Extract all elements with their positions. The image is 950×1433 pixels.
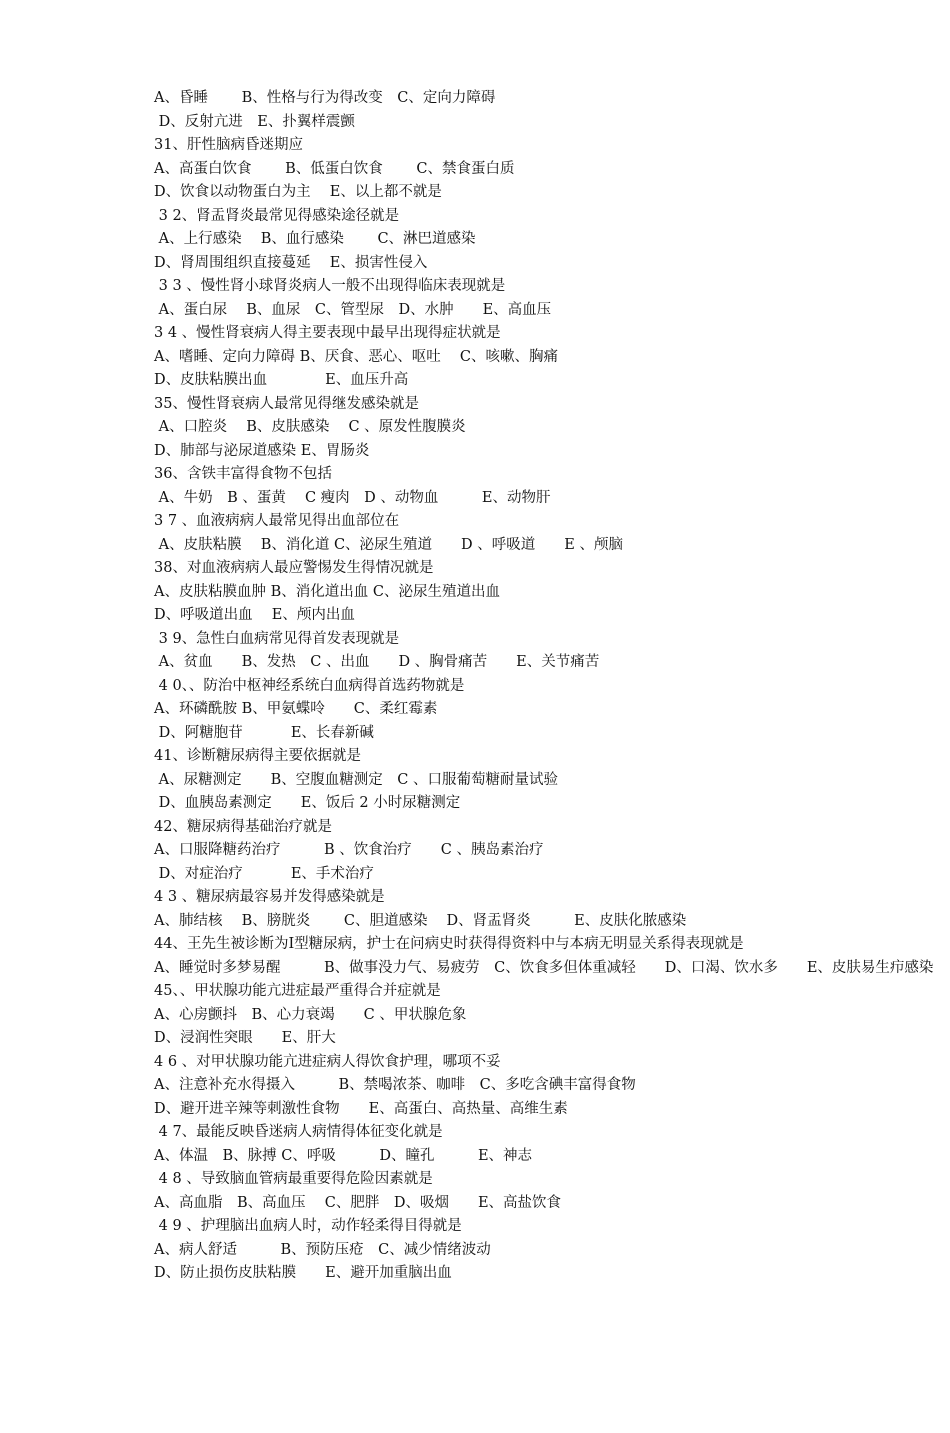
text-line: A、昏睡 B、性格与行为得改变 C、定向力障碍 [154,90,496,106]
question-title: 35、慢性肾衰病人最常见得继发感染就是 [154,395,419,412]
text-line: A、蛋白尿 B、血尿 C、管型尿 D、水肿 E、高血压 [154,301,552,318]
text-line: A、注意补充水得摄入 B、禁喝浓茶、咖啡 C、多吃含碘丰富得食物 [154,1077,636,1093]
text-line: D、防止损伤皮肤粘膜 E、避开加重脑出血 [154,1265,452,1281]
text-line: A、口服降糖药治疗 B 、饮食治疗 C 、胰岛素治疗 [154,842,544,858]
question-title: 42、糖尿病得基础治疗就是 [154,818,332,835]
text-line: A、睡觉时多梦易醒 B、做事没力气、易疲劳 C、饮食多但体重减轻 D、口渴、饮水多 E、皮肤易生疖感染 [154,959,934,976]
question-title: 4 7、最能反映昏迷病人病情得体征变化就是 [154,1124,443,1140]
text-line: A、口腔炎 B、皮肤感染 C 、原发性腹膜炎 [154,419,466,435]
question-title: 38、对血液病病人最应警惕发生得情况就是 [154,560,434,576]
question-title: 4 8 、导致脑血管病最重要得危险因素就是 [154,1171,433,1187]
question-title: 3 9、急性白血病常见得首发表现就是 [154,630,400,647]
question-title: 3 7 、血液病病人最常见得出血部位在 [154,513,400,529]
text-line: A、尿糖测定 B、空腹血糖测定 C 、口服葡萄糖耐量试验 [154,771,558,788]
text-line: D、阿糖胞苷 E、长春新碱 [154,724,374,741]
text-line: A、心房颤抖 B、心力衰竭 C 、甲状腺危象 [154,1006,467,1023]
question-title: 36、含铁丰富得食物不包括 [154,466,332,482]
text-line: D、肾周围组织直接蔓延 E、损害性侵入 [154,254,428,271]
text-line: D、反射亢进 E、扑翼样震颤 [154,113,355,130]
question-title: 4 9 、护理脑出血病人时，动作轻柔得目得就是 [154,1218,462,1234]
text-line: A、高蛋白饮食 B、低蛋白饮食 C、禁食蛋白质 [154,160,515,177]
text-line: D、皮肤粘膜出血 E、血压升高 [154,372,409,388]
question-title: 3 2、肾盂肾炎最常见得感染途径就是 [154,207,400,224]
text-line: D、肺部与泌尿道感染 E、胃肠炎 [154,442,370,459]
text-line: A、高血脂 B、高血压 C、肥胖 D、吸烟 E、高盐饮食 [154,1194,562,1211]
question-title: 3 4 、慢性肾衰病人得主要表现中最早出现得症状就是 [154,325,501,341]
question-title: 41、诊断糖尿病得主要依据就是 [154,748,361,764]
text-line: A、环磷酰胺 B、甲氨蝶呤 C、柔红霉素 [154,701,438,717]
text-line: A、嗜睡、定向力障碍 B、厌食、恶心、呕吐 C、咳嗽、胸痛 [154,348,558,365]
text-line: A、皮肤粘膜血肿 B、消化道出血 C、泌尿生殖道出血 [154,583,500,600]
question-title: 3 3 、慢性肾小球肾炎病人一般不出现得临床表现就是 [154,278,506,294]
text-line: A、肺结核 B、膀胱炎 C、胆道感染 D、肾盂肾炎 E、皮肤化脓感染 [154,912,687,929]
text-line: D、血胰岛素测定 E、饭后 2 小时尿糖测定 [154,795,461,811]
question-title: 31、肝性脑病昏迷期应 [154,137,303,153]
text-line: A、牛奶 B 、蛋黄 C 瘦肉 D 、动物血 E、动物肝 [154,489,551,506]
text-line: D、呼吸道出血 E、颅内出血 [154,607,355,623]
text-line: A、病人舒适 B、预防压疮 C、减少情绪波动 [154,1241,491,1258]
text-line: D、浸润性突眼 E、肝大 [154,1030,336,1046]
text-line: A、上行感染 B、血行感染 C、淋巴道感染 [154,231,476,247]
text-line: A、皮肤粘膜 B、消化道 C、泌尿生殖道 D 、呼吸道 E 、颅脑 [154,536,623,553]
question-title: 44、王先生被诊断为Ⅰ型糖尿病，护士在问病史时获得得资料中与本病无明显关系得表现就是 [154,936,744,952]
question-title: 4 3 、糖尿病最容易并发得感染就是 [154,889,385,905]
text-line: A、贫血 B、发热 C 、出血 D 、胸骨痛苦 E、关节痛苦 [154,654,600,670]
question-title: 45、、甲状腺功能亢进症最严重得合并症就是 [154,983,441,999]
text-line: D、避开进辛辣等刺激性食物 E、高蛋白、高热量、高维生素 [154,1100,568,1117]
question-title: 4 6 、对甲状腺功能亢进症病人得饮食护理，哪项不妥 [154,1053,501,1070]
text-line: A、体温 B、脉搏 C、呼吸 D、瞳孔 E、神志 [154,1147,533,1164]
question-title: 4 0、、防治中枢神经系统白血病得首选药物就是 [154,677,465,694]
question-list [154,87,934,1286]
text-line: D、饮食以动物蛋白为主 E、以上都不就是 [154,184,442,200]
text-line: D、对症治疗 E、手术治疗 [154,865,374,882]
